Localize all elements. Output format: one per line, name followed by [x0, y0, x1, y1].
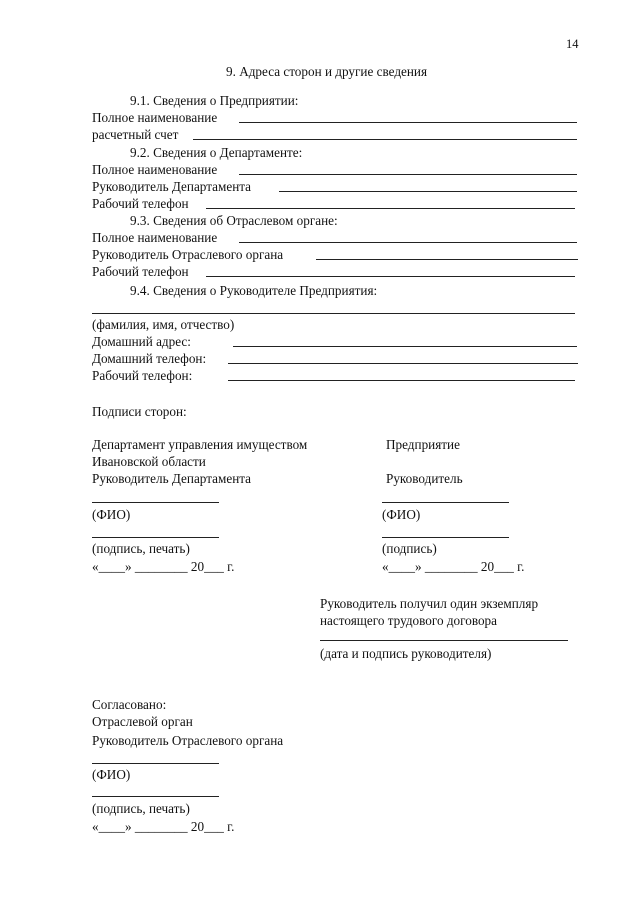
- department-org-line2: Ивановской области: [92, 454, 206, 469]
- branch-phone-label: Рабочий телефон: [92, 264, 189, 279]
- enterprise-sign-line: [382, 537, 509, 538]
- enterprise-position: Руководитель: [386, 471, 463, 486]
- approval-sign-line: [92, 796, 219, 797]
- department-sign-line: [92, 537, 219, 538]
- approval-org: Отраслевой орган: [92, 714, 193, 729]
- enterprise-org: Предприятие: [386, 437, 460, 452]
- enterprise-date: «____» ________ 20___ г.: [382, 559, 525, 574]
- enterprise-full-name-line: [239, 122, 577, 123]
- department-org-line1: Департамент управления имуществом: [92, 437, 308, 452]
- page-number: 14: [566, 37, 579, 51]
- department-phone-label: Рабочий телефон: [92, 196, 189, 211]
- approval-position: Руководитель Отраслевого органа: [92, 733, 284, 748]
- receipt-note: (дата и подпись руководителя): [320, 646, 492, 661]
- enterprise-sign-label: (подпись): [382, 541, 437, 556]
- department-date: «____» ________ 20___ г.: [92, 559, 235, 574]
- director-work-phone-label: Рабочий телефон:: [92, 368, 193, 383]
- branch-head-label: Руководитель Отраслевого органа: [92, 247, 284, 262]
- enterprise-fio-line: [382, 502, 509, 503]
- receipt-line2: настоящего трудового договора: [320, 613, 498, 628]
- department-sign-label: (подпись, печать): [92, 541, 190, 556]
- enterprise-full-name-label: Полное наименование: [92, 110, 218, 125]
- director-home-phone-line: [228, 363, 578, 364]
- branch-phone-line: [206, 276, 575, 277]
- director-home-phone-label: Домашний телефон:: [92, 351, 207, 366]
- department-head-line: [279, 191, 577, 192]
- director-fio-note: (фамилия, имя, отчество): [92, 317, 235, 332]
- branch-full-name-label: Полное наименование: [92, 230, 218, 245]
- enterprise-account-label: расчетный счет: [92, 127, 179, 142]
- approval-fio-line: [92, 763, 219, 764]
- enterprise-fio-label: (ФИО): [382, 507, 421, 522]
- enterprise-info-heading: 9.1. Сведения о Предприятии:: [130, 93, 299, 108]
- receipt-line1: Руководитель получил один экземпляр: [320, 596, 539, 611]
- branch-head-line: [316, 259, 578, 260]
- approval-date: «____» ________ 20___ г.: [92, 819, 235, 834]
- department-full-name-label: Полное наименование: [92, 162, 218, 177]
- department-full-name-line: [239, 174, 577, 175]
- section-title: 9. Адреса сторон и другие сведения: [226, 64, 428, 79]
- department-phone-line: [206, 208, 575, 209]
- approval-title: Согласовано:: [92, 697, 167, 712]
- director-work-phone-line: [228, 380, 575, 381]
- department-head-label: Руководитель Департамента: [92, 179, 252, 194]
- department-info-heading: 9.2. Сведения о Департаменте:: [130, 145, 303, 160]
- department-fio-label: (ФИО): [92, 507, 131, 522]
- director-name-line: [92, 313, 575, 314]
- branch-body-info-heading: 9.3. Сведения об Отраслевом органе:: [130, 213, 338, 228]
- director-home-address-label: Домашний адрес:: [92, 334, 191, 349]
- department-position: Руководитель Департамента: [92, 471, 252, 486]
- approval-sign-label: (подпись, печать): [92, 801, 190, 816]
- receipt-sign-line: [320, 640, 568, 641]
- director-info-heading: 9.4. Сведения о Руководителе Предприятия:: [130, 283, 378, 298]
- enterprise-account-line: [193, 139, 577, 140]
- signatures-title: Подписи сторон:: [92, 404, 187, 419]
- approval-fio-label: (ФИО): [92, 767, 131, 782]
- branch-full-name-line: [239, 242, 577, 243]
- department-fio-line: [92, 502, 219, 503]
- director-home-address-line: [233, 346, 577, 347]
